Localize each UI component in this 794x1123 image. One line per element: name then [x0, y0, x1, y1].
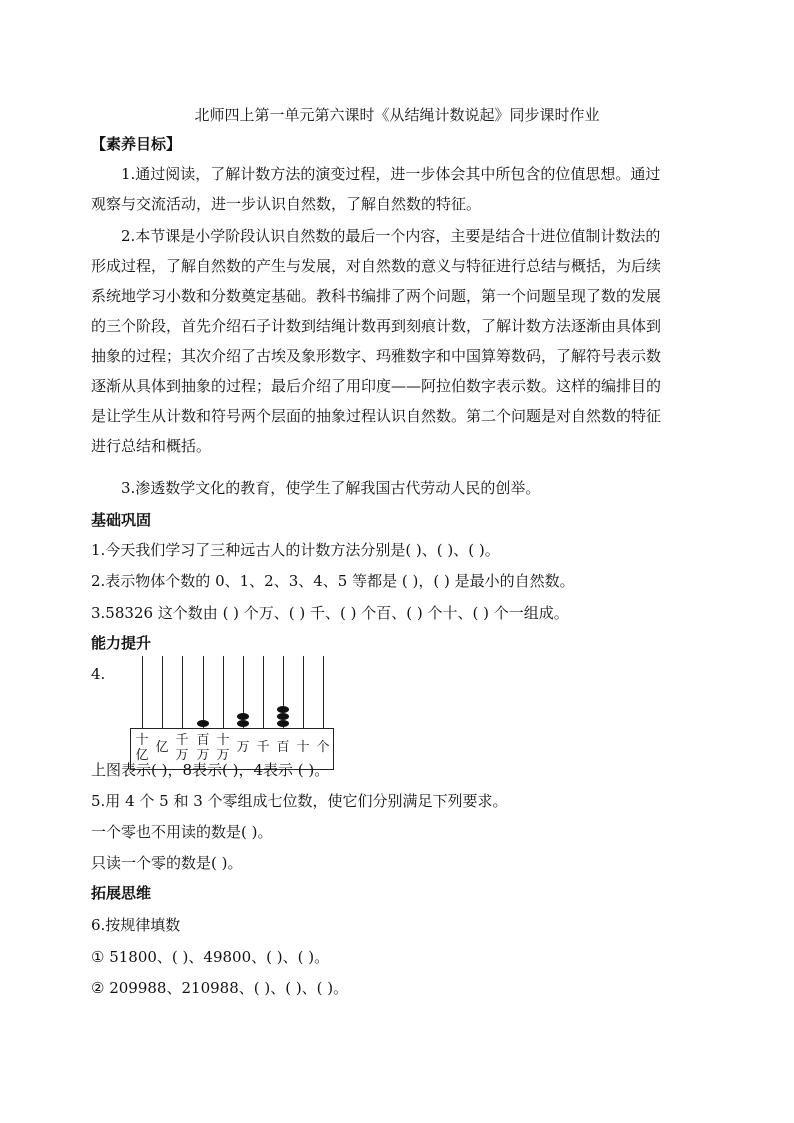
abacus-bead [237, 720, 249, 727]
abacus-bead [237, 713, 249, 720]
abacus-place-label: 百 [276, 740, 290, 755]
abacus-place-label: 万 [216, 748, 230, 763]
abacus-rod [203, 656, 204, 728]
abacus-place-label: 亿 [155, 740, 169, 755]
ability-heading: 能力提升 [91, 634, 152, 652]
abacus-rod [323, 656, 324, 728]
abacus-place-label: 十 [135, 733, 149, 748]
abacus-place-label: 万 [196, 748, 210, 763]
abacus-rod [263, 656, 264, 728]
abacus-bead [277, 720, 289, 727]
abacus-rod [162, 656, 163, 728]
abacus-place-label: 千 [175, 733, 189, 748]
text-line: 形成过程，了解自然数的产生与发展，对自然数的意义与特征进行总结与概括，为后续 [91, 257, 662, 275]
text-line: 3.渗透数学文化的教育，使学生了解我国古代劳动人民的创举。 [121, 479, 541, 497]
abacus-place-label: 亿 [135, 748, 149, 763]
abacus-bead [197, 720, 209, 727]
question-4[interactable]: 上图表示( )，8表示( )，4表示 ( )。 [91, 761, 330, 779]
question-6: 6.按规律填数 [91, 916, 181, 934]
text-line: 1.通过阅读，了解计数方法的演变过程，进一步体会其中所包含的位值思想。通过 [121, 165, 661, 183]
extend-heading: 拓展思维 [91, 884, 152, 902]
basic-heading: 基础巩固 [91, 511, 152, 529]
question-6b[interactable]: ② 209988、210988、( )、( )、( )。 [91, 979, 349, 997]
abacus-rod [223, 656, 224, 728]
question-1[interactable]: 1.今天我们学习了三种远古人的计数方法分别是( )、( )、( )。 [91, 541, 500, 559]
abacus-rod [142, 656, 143, 728]
abacus-rod [303, 656, 304, 728]
abacus-place-label: 万 [236, 740, 250, 755]
abacus-place-label: 个 [316, 740, 330, 755]
text-line: 是让学生从计数和符号两个层面的抽象过程认识自然数。第二个问题是对自然数的特征 [91, 407, 662, 425]
abacus-rod [182, 656, 183, 728]
text-line: 系统地学习小数和分数奠定基础。教科书编排了两个问题，第一个问题呈现了数的发展 [91, 287, 662, 305]
abacus-place-label: 万 [175, 748, 189, 763]
question-4-number: 4. [91, 665, 106, 683]
question-6a[interactable]: ① 51800、( )、49800、( )、( )。 [91, 948, 330, 966]
question-2[interactable]: 2.表示物体个数的 0、1、2、3、4、5 等都是 ( )，( ) 是最小的自然数。 [91, 572, 575, 590]
question-3[interactable]: 3.58326 这个数由 ( ) 个万、( ) 千、( ) 个百、( ) 个十、( ) 个一组成。 [91, 604, 569, 622]
abacus-place-label: 百 [196, 733, 210, 748]
abacus-bead [277, 713, 289, 720]
goal-paragraph-2 [91, 221, 703, 461]
page-title: 北师四上第一单元第六课时《从结绳计数说起》同步课时作业 [194, 106, 600, 124]
text-line: 的三个阶段，首先介绍石子计数到结绳计数再到刻痕计数，了解计数方法逐渐由具体到 [91, 317, 662, 335]
text-line: 抽象的过程；其次介绍了古埃及象形数字、玛雅数字和中国算筹数码，了解符号表示数 [91, 347, 662, 365]
abacus-figure [130, 656, 336, 776]
abacus-place-label: 十 [296, 740, 310, 755]
text-line: 2.本节课是小学阶段认识自然数的最后一个内容，主要是结合十进位值制计数法的 [121, 227, 661, 245]
text-line: 观察与交流活动，进一步认识自然数，了解自然数的特征。 [91, 195, 482, 213]
goal-paragraph-3 [91, 473, 703, 503]
question-5b[interactable]: 只读一个零的数是( )。 [91, 854, 243, 872]
text-line: 逐渐从具体到抽象的过程；最后介绍了用印度——阿拉伯数字表示数。这样的编排目的 [91, 377, 662, 395]
question-5: 5.用 4 个 5 和 3 个零组成七位数，使它们分别满足下列要求。 [91, 792, 508, 810]
abacus-place-label: 十 [216, 733, 230, 748]
goal-paragraph-1 [91, 159, 703, 219]
goals-heading: 【素养目标】 [91, 135, 182, 153]
text-line: 进行总结和概括。 [91, 437, 212, 455]
abacus-place-label: 千 [256, 740, 270, 755]
question-5a[interactable]: 一个零也不用读的数是( )。 [91, 823, 273, 841]
abacus-bead [277, 706, 289, 713]
